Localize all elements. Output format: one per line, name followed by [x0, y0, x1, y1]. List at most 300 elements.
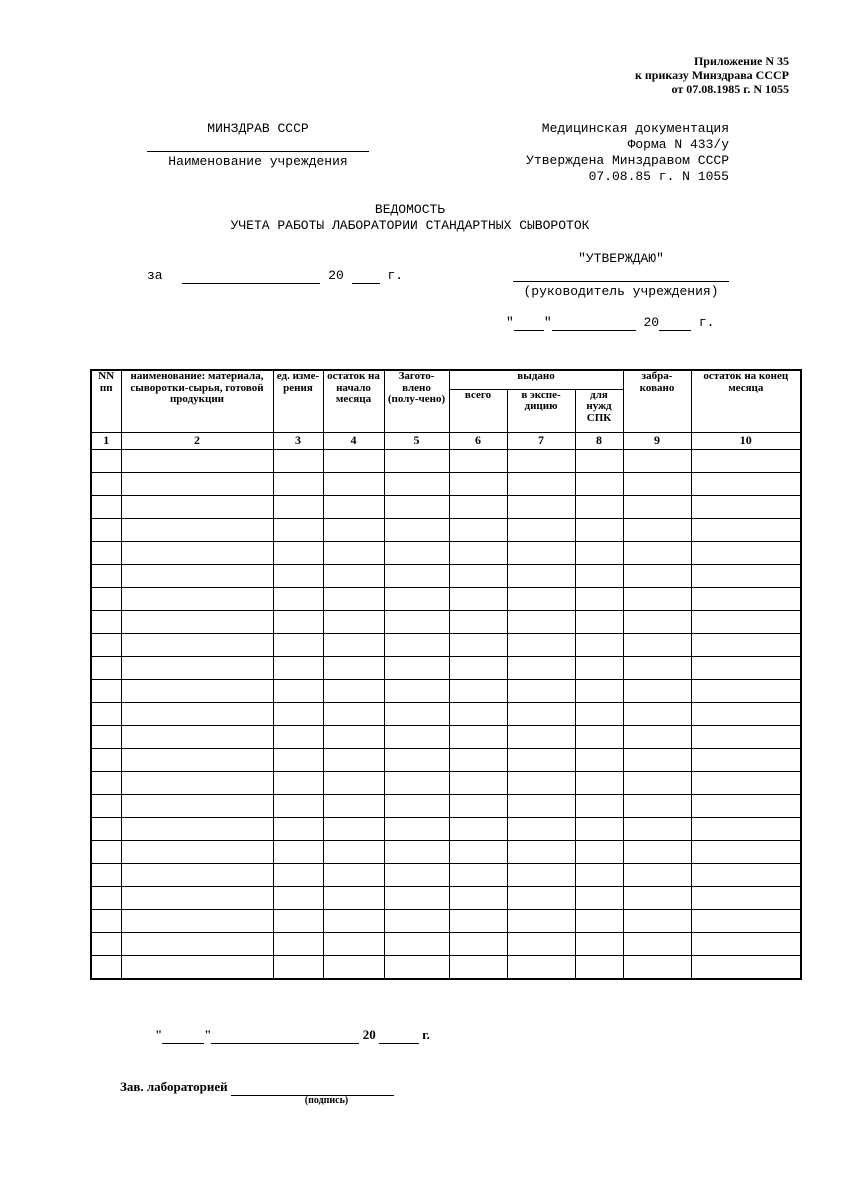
table-cell[interactable]	[507, 472, 575, 495]
table-cell[interactable]	[507, 794, 575, 817]
table-cell[interactable]	[91, 840, 121, 863]
table-cell[interactable]	[575, 863, 623, 886]
footer-day-field[interactable]	[162, 1027, 204, 1044]
table-cell[interactable]	[691, 702, 801, 725]
column-number-8: 8	[575, 432, 623, 449]
table-cell[interactable]	[507, 771, 575, 794]
table-cell[interactable]	[121, 932, 273, 955]
table-cell[interactable]	[575, 541, 623, 564]
table-cell[interactable]	[273, 679, 323, 702]
table-cell[interactable]	[91, 449, 121, 472]
table-cell[interactable]	[323, 495, 384, 518]
approval-day-field[interactable]	[514, 315, 544, 331]
table-cell[interactable]	[384, 495, 449, 518]
table-cell[interactable]	[384, 587, 449, 610]
table-cell[interactable]	[691, 748, 801, 771]
table-cell[interactable]	[507, 840, 575, 863]
table-row	[91, 932, 801, 955]
table-cell[interactable]	[91, 541, 121, 564]
table-cell[interactable]	[273, 794, 323, 817]
table-cell[interactable]	[449, 587, 507, 610]
table-cell[interactable]	[691, 932, 801, 955]
period-prefix: за	[147, 268, 163, 283]
header-rejected: забра-ковано	[623, 370, 691, 432]
table-cell[interactable]	[121, 518, 273, 541]
table-cell[interactable]	[575, 909, 623, 932]
table-cell[interactable]	[691, 886, 801, 909]
approval-year-field[interactable]	[659, 315, 691, 331]
table-cell[interactable]	[507, 909, 575, 932]
table-cell[interactable]	[121, 840, 273, 863]
lab-head-signature-field[interactable]	[231, 1079, 394, 1096]
table-cell[interactable]	[507, 518, 575, 541]
approval-quote-close: "	[543, 315, 552, 330]
table-cell[interactable]	[507, 817, 575, 840]
table-cell[interactable]	[691, 656, 801, 679]
table-cell[interactable]	[273, 748, 323, 771]
table-cell[interactable]	[449, 771, 507, 794]
form-info-line-3: Утверждена Минздравом СССР	[526, 153, 729, 168]
table-cell[interactable]	[91, 564, 121, 587]
table-cell[interactable]	[91, 702, 121, 725]
table-cell[interactable]	[575, 587, 623, 610]
title-line-2: УЧЕТА РАБОТЫ ЛАБОРАТОРИИ СТАНДАРТНЫХ СЫВОРОТОК	[230, 218, 590, 233]
table-cell[interactable]	[91, 886, 121, 909]
column-number-1: 1	[91, 432, 121, 449]
table-cell[interactable]	[121, 495, 273, 518]
institution-block	[147, 121, 369, 169]
period-month-field[interactable]	[182, 268, 320, 284]
form-info-block	[526, 121, 729, 185]
table-cell[interactable]	[121, 702, 273, 725]
form-info-line-2: Форма N 433/у	[627, 137, 729, 152]
header-nn: NN пп	[91, 370, 121, 432]
column-number-6: 6	[449, 432, 507, 449]
table-cell[interactable]	[384, 748, 449, 771]
table-cell[interactable]	[449, 886, 507, 909]
table-cell[interactable]	[691, 909, 801, 932]
table-row	[91, 472, 801, 495]
table-cell[interactable]	[623, 587, 691, 610]
table-cell[interactable]	[91, 794, 121, 817]
annex-block	[635, 54, 789, 96]
lab-head-signature	[120, 1079, 394, 1096]
table-cell[interactable]	[507, 564, 575, 587]
table-cell[interactable]	[691, 518, 801, 541]
table-cell[interactable]	[449, 518, 507, 541]
table-cell[interactable]	[507, 587, 575, 610]
table-cell[interactable]	[323, 794, 384, 817]
table-cell[interactable]	[384, 702, 449, 725]
table-cell[interactable]	[449, 955, 507, 979]
table-cell[interactable]	[507, 679, 575, 702]
table-cell[interactable]	[273, 633, 323, 656]
table-cell[interactable]	[623, 656, 691, 679]
table-body	[91, 449, 801, 979]
table-cell[interactable]	[273, 587, 323, 610]
table-cell[interactable]	[449, 748, 507, 771]
table-cell[interactable]	[384, 472, 449, 495]
table-row	[91, 909, 801, 932]
table-cell[interactable]	[623, 794, 691, 817]
ministry-name: МИНЗДРАВ СССР	[207, 121, 309, 136]
table-cell[interactable]	[623, 633, 691, 656]
table-cell[interactable]	[575, 472, 623, 495]
table-cell[interactable]	[575, 449, 623, 472]
table-cell[interactable]	[121, 564, 273, 587]
table-cell[interactable]	[449, 610, 507, 633]
table-cell[interactable]	[121, 794, 273, 817]
table-cell[interactable]	[273, 702, 323, 725]
table-cell[interactable]	[323, 656, 384, 679]
table-cell[interactable]	[91, 817, 121, 840]
table-cell[interactable]	[384, 541, 449, 564]
table-cell[interactable]	[691, 541, 801, 564]
table-cell[interactable]	[384, 794, 449, 817]
form-info-line-1: Медицинская документация	[541, 121, 729, 136]
table-cell[interactable]	[384, 817, 449, 840]
table-cell[interactable]	[323, 863, 384, 886]
table-cell[interactable]	[575, 840, 623, 863]
table-cell[interactable]	[691, 840, 801, 863]
table-cell[interactable]	[91, 472, 121, 495]
table-cell[interactable]	[623, 748, 691, 771]
table-cell[interactable]	[91, 656, 121, 679]
table-cell[interactable]	[623, 771, 691, 794]
table-cell[interactable]	[323, 725, 384, 748]
table-cell[interactable]	[273, 564, 323, 587]
table-row	[91, 840, 801, 863]
table-cell[interactable]	[323, 518, 384, 541]
table-cell[interactable]	[323, 633, 384, 656]
table-cell[interactable]	[273, 725, 323, 748]
table-cell[interactable]	[507, 495, 575, 518]
table-cell[interactable]	[323, 771, 384, 794]
table-cell[interactable]	[691, 771, 801, 794]
table-cell[interactable]	[691, 472, 801, 495]
table-cell[interactable]	[384, 886, 449, 909]
table-cell[interactable]	[575, 955, 623, 979]
table-cell[interactable]	[273, 863, 323, 886]
table-cell[interactable]	[121, 748, 273, 771]
table-row	[91, 817, 801, 840]
table-cell[interactable]	[384, 656, 449, 679]
table-cell[interactable]	[507, 886, 575, 909]
table-cell[interactable]	[507, 449, 575, 472]
table-cell[interactable]	[121, 771, 273, 794]
serum-lab-table	[90, 369, 802, 980]
table-cell[interactable]	[273, 955, 323, 979]
table-cell[interactable]	[623, 863, 691, 886]
table-cell[interactable]	[507, 610, 575, 633]
title-line-1: ВЕДОМОСТЬ	[374, 202, 446, 217]
lab-head-label: Зав. лабораторией	[120, 1079, 228, 1094]
table-cell[interactable]	[623, 702, 691, 725]
table-cell[interactable]	[384, 725, 449, 748]
table-cell[interactable]	[449, 564, 507, 587]
table-cell[interactable]	[91, 518, 121, 541]
institution-line	[147, 151, 369, 152]
table-cell[interactable]	[323, 932, 384, 955]
table-cell[interactable]	[507, 725, 575, 748]
table-cell[interactable]	[691, 564, 801, 587]
table-cell[interactable]	[273, 932, 323, 955]
table-cell[interactable]	[91, 771, 121, 794]
footer-year-suffix: г.	[422, 1027, 430, 1042]
table-cell[interactable]	[623, 909, 691, 932]
table-row	[91, 702, 801, 725]
table-cell[interactable]	[273, 817, 323, 840]
table-cell[interactable]	[691, 863, 801, 886]
table-cell[interactable]	[121, 587, 273, 610]
table-cell[interactable]	[623, 610, 691, 633]
table-cell[interactable]	[507, 863, 575, 886]
header-prepared: Загото-влено (полу-чено)	[384, 370, 449, 432]
table-cell[interactable]	[575, 932, 623, 955]
table-cell[interactable]	[449, 794, 507, 817]
table-cell[interactable]	[449, 909, 507, 932]
table-row	[91, 541, 801, 564]
table-cell[interactable]	[384, 518, 449, 541]
table-cell[interactable]	[323, 449, 384, 472]
table-cell[interactable]	[384, 771, 449, 794]
table-cell[interactable]	[507, 633, 575, 656]
table-cell[interactable]	[91, 955, 121, 979]
table-cell[interactable]	[449, 725, 507, 748]
table-cell[interactable]	[623, 817, 691, 840]
table-cell[interactable]	[273, 909, 323, 932]
table-cell[interactable]	[323, 587, 384, 610]
table-cell[interactable]	[273, 541, 323, 564]
table-cell[interactable]	[273, 495, 323, 518]
table-cell[interactable]	[449, 863, 507, 886]
table-cell[interactable]	[323, 909, 384, 932]
table-cell[interactable]	[691, 794, 801, 817]
table-cell[interactable]	[323, 817, 384, 840]
table-cell[interactable]	[449, 495, 507, 518]
table-cell[interactable]	[323, 955, 384, 979]
table-cell[interactable]	[691, 610, 801, 633]
table-cell[interactable]	[623, 955, 691, 979]
table-cell[interactable]	[121, 863, 273, 886]
table-cell[interactable]	[91, 863, 121, 886]
table-cell[interactable]	[575, 495, 623, 518]
table-cell[interactable]	[121, 449, 273, 472]
table-cell[interactable]	[691, 495, 801, 518]
table-cell[interactable]	[121, 725, 273, 748]
table-cell[interactable]	[575, 794, 623, 817]
period-suffix: г.	[387, 268, 404, 283]
table-cell[interactable]	[323, 840, 384, 863]
table-cell[interactable]	[691, 817, 801, 840]
table-cell[interactable]	[273, 840, 323, 863]
table-cell[interactable]	[575, 702, 623, 725]
table-cell[interactable]	[507, 541, 575, 564]
table-cell[interactable]	[121, 909, 273, 932]
footer-quote-close: "	[204, 1027, 212, 1042]
table-cell[interactable]	[575, 725, 623, 748]
table-cell[interactable]	[507, 702, 575, 725]
annex-line-1: Приложение N 35	[693, 54, 789, 68]
table-cell[interactable]	[507, 748, 575, 771]
table-cell[interactable]	[121, 955, 273, 979]
period-line	[147, 268, 403, 284]
approval-year-suffix: г.	[698, 315, 715, 330]
table-cell[interactable]	[449, 702, 507, 725]
table-cell[interactable]	[507, 656, 575, 679]
table-cell[interactable]	[623, 932, 691, 955]
table-cell[interactable]	[323, 541, 384, 564]
table-row	[91, 794, 801, 817]
table-cell[interactable]	[384, 679, 449, 702]
footer-date	[155, 1027, 430, 1044]
table-cell[interactable]	[691, 449, 801, 472]
table-cell[interactable]	[323, 679, 384, 702]
table-cell[interactable]	[575, 656, 623, 679]
footer-month-field[interactable]	[211, 1027, 359, 1044]
table-cell[interactable]	[91, 725, 121, 748]
table-cell[interactable]	[384, 840, 449, 863]
table-cell[interactable]	[449, 679, 507, 702]
table-cell[interactable]	[623, 679, 691, 702]
table-cell[interactable]	[449, 817, 507, 840]
table-cell[interactable]	[623, 564, 691, 587]
table-cell[interactable]	[691, 587, 801, 610]
table-cell[interactable]	[91, 495, 121, 518]
table-cell[interactable]	[91, 748, 121, 771]
table-cell[interactable]	[323, 564, 384, 587]
table-cell[interactable]	[384, 932, 449, 955]
column-number-7: 7	[507, 432, 575, 449]
table-cell[interactable]	[623, 472, 691, 495]
table-cell[interactable]	[384, 955, 449, 979]
table-cell[interactable]	[449, 932, 507, 955]
table-cell[interactable]	[575, 771, 623, 794]
table-cell[interactable]	[121, 610, 273, 633]
header-end-balance: остаток на конец месяца	[691, 370, 801, 432]
table-cell[interactable]	[121, 633, 273, 656]
table-cell[interactable]	[623, 518, 691, 541]
table-cell[interactable]	[323, 702, 384, 725]
table-cell[interactable]	[449, 472, 507, 495]
table-cell[interactable]	[575, 564, 623, 587]
table-cell[interactable]	[575, 633, 623, 656]
header-issued-expedition: в экспе-дицию	[507, 389, 575, 432]
document-title	[0, 202, 820, 234]
table-cell[interactable]	[623, 725, 691, 748]
table-cell[interactable]	[575, 886, 623, 909]
footer-quote-open: "	[155, 1027, 163, 1042]
table-cell[interactable]	[449, 840, 507, 863]
table-cell[interactable]	[575, 817, 623, 840]
table-cell[interactable]	[691, 633, 801, 656]
footer-year-prefix: 20	[362, 1027, 376, 1042]
column-number-4: 4	[323, 432, 384, 449]
table-row	[91, 656, 801, 679]
table-cell[interactable]	[449, 656, 507, 679]
table-cell[interactable]	[384, 449, 449, 472]
table-row	[91, 633, 801, 656]
annex-line-2: к приказу Минздрава СССР	[634, 68, 789, 82]
table-cell[interactable]	[507, 955, 575, 979]
table-row	[91, 725, 801, 748]
approval-month-field[interactable]	[552, 315, 636, 331]
table-cell[interactable]	[91, 633, 121, 656]
table-cell[interactable]	[449, 633, 507, 656]
table-cell[interactable]	[121, 817, 273, 840]
table-cell[interactable]	[91, 932, 121, 955]
footer-year-field[interactable]	[379, 1027, 419, 1044]
column-number-row	[91, 432, 801, 449]
table-cell[interactable]	[91, 909, 121, 932]
table-cell[interactable]	[575, 679, 623, 702]
table-cell[interactable]	[273, 449, 323, 472]
signature-caption: (подпись)	[304, 1095, 349, 1106]
approval-date	[506, 315, 714, 331]
table-cell[interactable]	[323, 472, 384, 495]
table-cell[interactable]	[691, 955, 801, 979]
table-row	[91, 863, 801, 886]
table-cell[interactable]	[323, 886, 384, 909]
table-cell[interactable]	[91, 587, 121, 610]
table-cell[interactable]	[323, 748, 384, 771]
table-cell[interactable]	[273, 656, 323, 679]
table-cell[interactable]	[575, 748, 623, 771]
table-cell[interactable]	[273, 518, 323, 541]
table-cell[interactable]	[623, 541, 691, 564]
table-cell[interactable]	[91, 679, 121, 702]
table-cell[interactable]	[575, 518, 623, 541]
table-row	[91, 518, 801, 541]
table-cell[interactable]	[384, 564, 449, 587]
column-number-9: 9	[623, 432, 691, 449]
table-cell[interactable]	[121, 472, 273, 495]
header-start-balance: остаток на начало месяца	[323, 370, 384, 432]
table-cell[interactable]	[273, 610, 323, 633]
period-year-field[interactable]	[352, 268, 380, 284]
table-cell[interactable]	[449, 449, 507, 472]
table-cell[interactable]	[623, 449, 691, 472]
table-cell[interactable]	[575, 610, 623, 633]
header-issued-spk: для нужд СПК	[575, 389, 623, 432]
table-cell[interactable]	[121, 541, 273, 564]
table-row	[91, 771, 801, 794]
table-cell[interactable]	[121, 679, 273, 702]
table-cell[interactable]	[121, 656, 273, 679]
table-cell[interactable]	[691, 679, 801, 702]
table-cell[interactable]	[384, 863, 449, 886]
table-cell[interactable]	[384, 610, 449, 633]
table-cell[interactable]	[384, 909, 449, 932]
table-cell[interactable]	[449, 541, 507, 564]
institution-caption: Наименование учреждения	[168, 154, 348, 169]
table-cell[interactable]	[623, 886, 691, 909]
table-cell[interactable]	[91, 610, 121, 633]
table-row	[91, 610, 801, 633]
table-cell[interactable]	[273, 771, 323, 794]
approval-label: "УТВЕРЖДАЮ"	[578, 251, 664, 266]
header-name: наименование: материала, сыворотки-сырья, готовой продукции	[121, 370, 273, 432]
table-cell[interactable]	[273, 472, 323, 495]
table-cell[interactable]	[691, 725, 801, 748]
table-cell[interactable]	[121, 886, 273, 909]
table-cell[interactable]	[507, 932, 575, 955]
table-cell[interactable]	[623, 495, 691, 518]
table-cell[interactable]	[273, 886, 323, 909]
table-cell[interactable]	[384, 633, 449, 656]
table-cell[interactable]	[323, 610, 384, 633]
table-cell[interactable]	[623, 840, 691, 863]
